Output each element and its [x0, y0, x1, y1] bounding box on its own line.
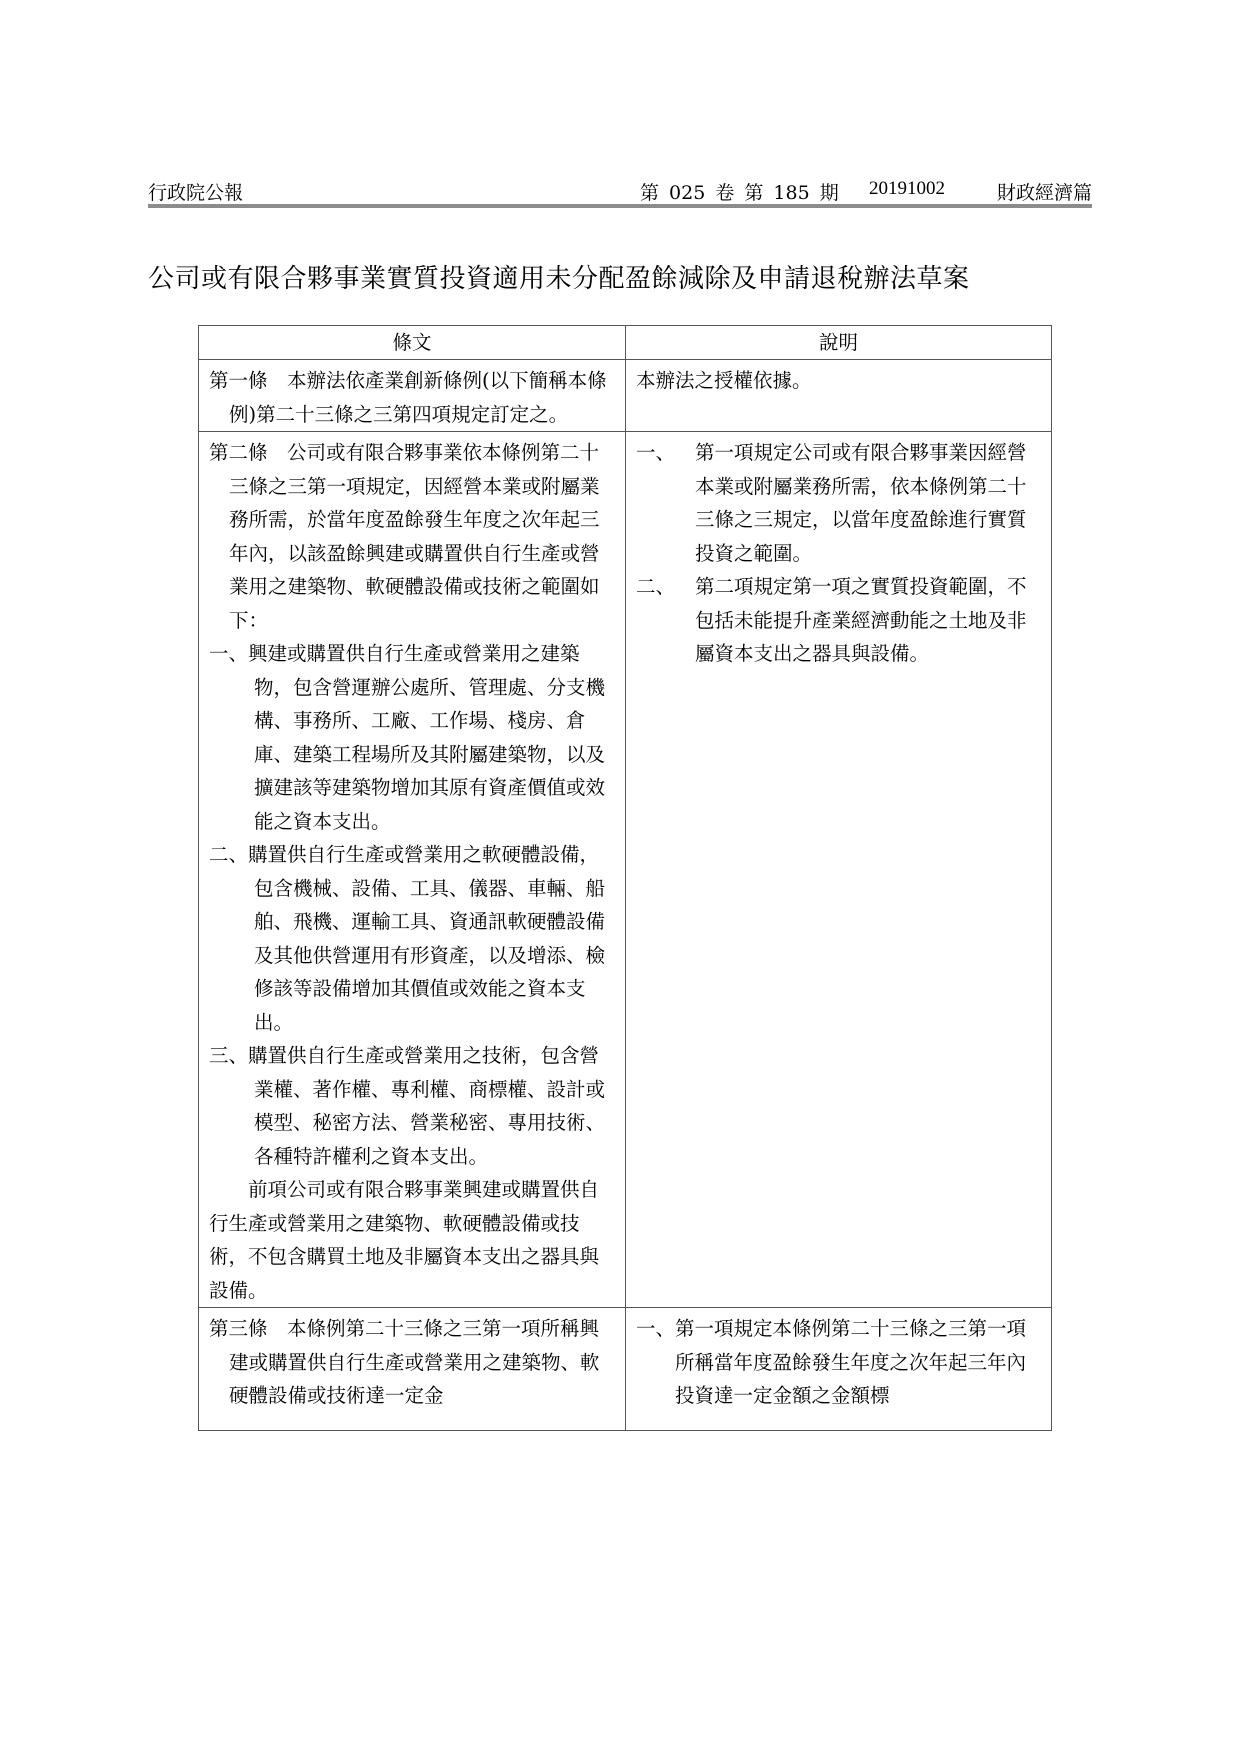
col-header-explanation: 說明 [626, 326, 1052, 360]
explanation-2-2-text: 第二項規定第一項之實質投資範圍，不包括未能提升產業經濟動能之土地及非屬資本支出之器具與設備。 [695, 575, 1027, 665]
list-item [209, 637, 615, 838]
list-item [209, 838, 615, 1039]
article-cell [199, 1308, 626, 1431]
header-rule [148, 204, 1092, 208]
list-item [209, 1039, 615, 1173]
item-1-text: 興建或購置供自行生產或營業用之建築物，包含營運辦公處所、管理處、分支機構、事務所、工廠、工作場、棧房、倉庫、建築工程場所及其附屬建築物，以及擴建該等建築物增加其原有資產價值或效能之資本支出。 [248, 642, 606, 833]
explanation-2-1-number: 一、 [636, 441, 676, 464]
explanation-cell [626, 432, 1052, 1308]
list-item [636, 436, 1041, 570]
document-title: 公司或有限合夥事業實質投資適用未分配盈餘減除及申請退稅辦法草案 [148, 264, 970, 294]
explanation-2-2-number: 二、 [636, 575, 676, 598]
list-item [636, 570, 1041, 671]
explanation-3-1-text: 第一項規定本條例第二十三條之三第一項所稱當年度盈餘發生年度之次年起三年內投資達一定金額之金額標 [675, 1317, 1027, 1407]
article-2-text: 第二條 公司或有限合夥事業依本條例第二十三條之三第一項規定，因經營本業或附屬業務所需，於當年度盈餘發生年度之次年起三年內，以該盈餘興建或購置供自行生產或營業用之建築物、軟硬體設備或技術之範圍如下： [209, 441, 600, 632]
item-3-text: 購置供自行生產或營業用之技術，包含營業權、著作權、專利權、商標權、設計或模型、秘密方法、營業秘密、專用技術、各種特許權利之資本支出。 [248, 1044, 606, 1168]
item-1-number: 一、 [209, 642, 249, 665]
list-item [636, 1312, 1041, 1413]
explanation-cell [626, 360, 1052, 432]
article-2-paragraph-2: 前項公司或有限合夥事業興建或購置供自行生產或營業用之建築物、軟硬體設備或技術，不包含購買土地及非屬資本支出之器具與設備。 [209, 1178, 600, 1302]
explanation-2-1-text: 第一項規定公司或有限合夥事業因經營本業或附屬業務所需，依本條例第二十三條之三規定，以當年度盈餘進行實質投資之範圍。 [695, 441, 1027, 565]
article-1-text: 第一條 本辦法依產業創新條例(以下簡稱本條例)第二十三條之三第四項規定訂定之。 [209, 369, 607, 426]
volume-issue: 第 025 卷 第 185 期 [640, 182, 839, 204]
issue-date: 20191002 [869, 178, 945, 199]
item-3-number: 三、 [209, 1044, 249, 1067]
explanation-1-text: 本辦法之授權依據。 [636, 369, 812, 392]
article-3-text: 第三條 本條例第二十三條之三第一項所稱興建或購置供自行生產或營業用之建築物、軟硬體設備或技術達一定金 [209, 1317, 600, 1407]
table-row [199, 432, 1052, 1308]
item-2-text: 購置供自行生產或營業用之軟硬體設備，包含機械、設備、工具、儀器、車輛、船舶、飛機、運輸工具、資通訊軟硬體設備及其他供營運用有形資產，以及增添、檢修該等設備增加其價值或效能之資本支出。 [248, 843, 606, 1034]
comparison-table [198, 325, 1052, 1431]
explanation-cell [626, 1308, 1052, 1431]
article-cell [199, 360, 626, 432]
col-header-article: 條文 [199, 326, 626, 360]
table-header-row [199, 326, 1052, 360]
publication-name: 行政院公報 [148, 182, 244, 204]
article-cell [199, 432, 626, 1308]
section-name: 財政經濟篇 [996, 182, 1092, 204]
table-row [199, 360, 1052, 432]
explanation-3-1-number: 一、 [636, 1317, 676, 1340]
table-row [199, 1308, 1052, 1431]
item-2-number: 二、 [209, 843, 249, 866]
